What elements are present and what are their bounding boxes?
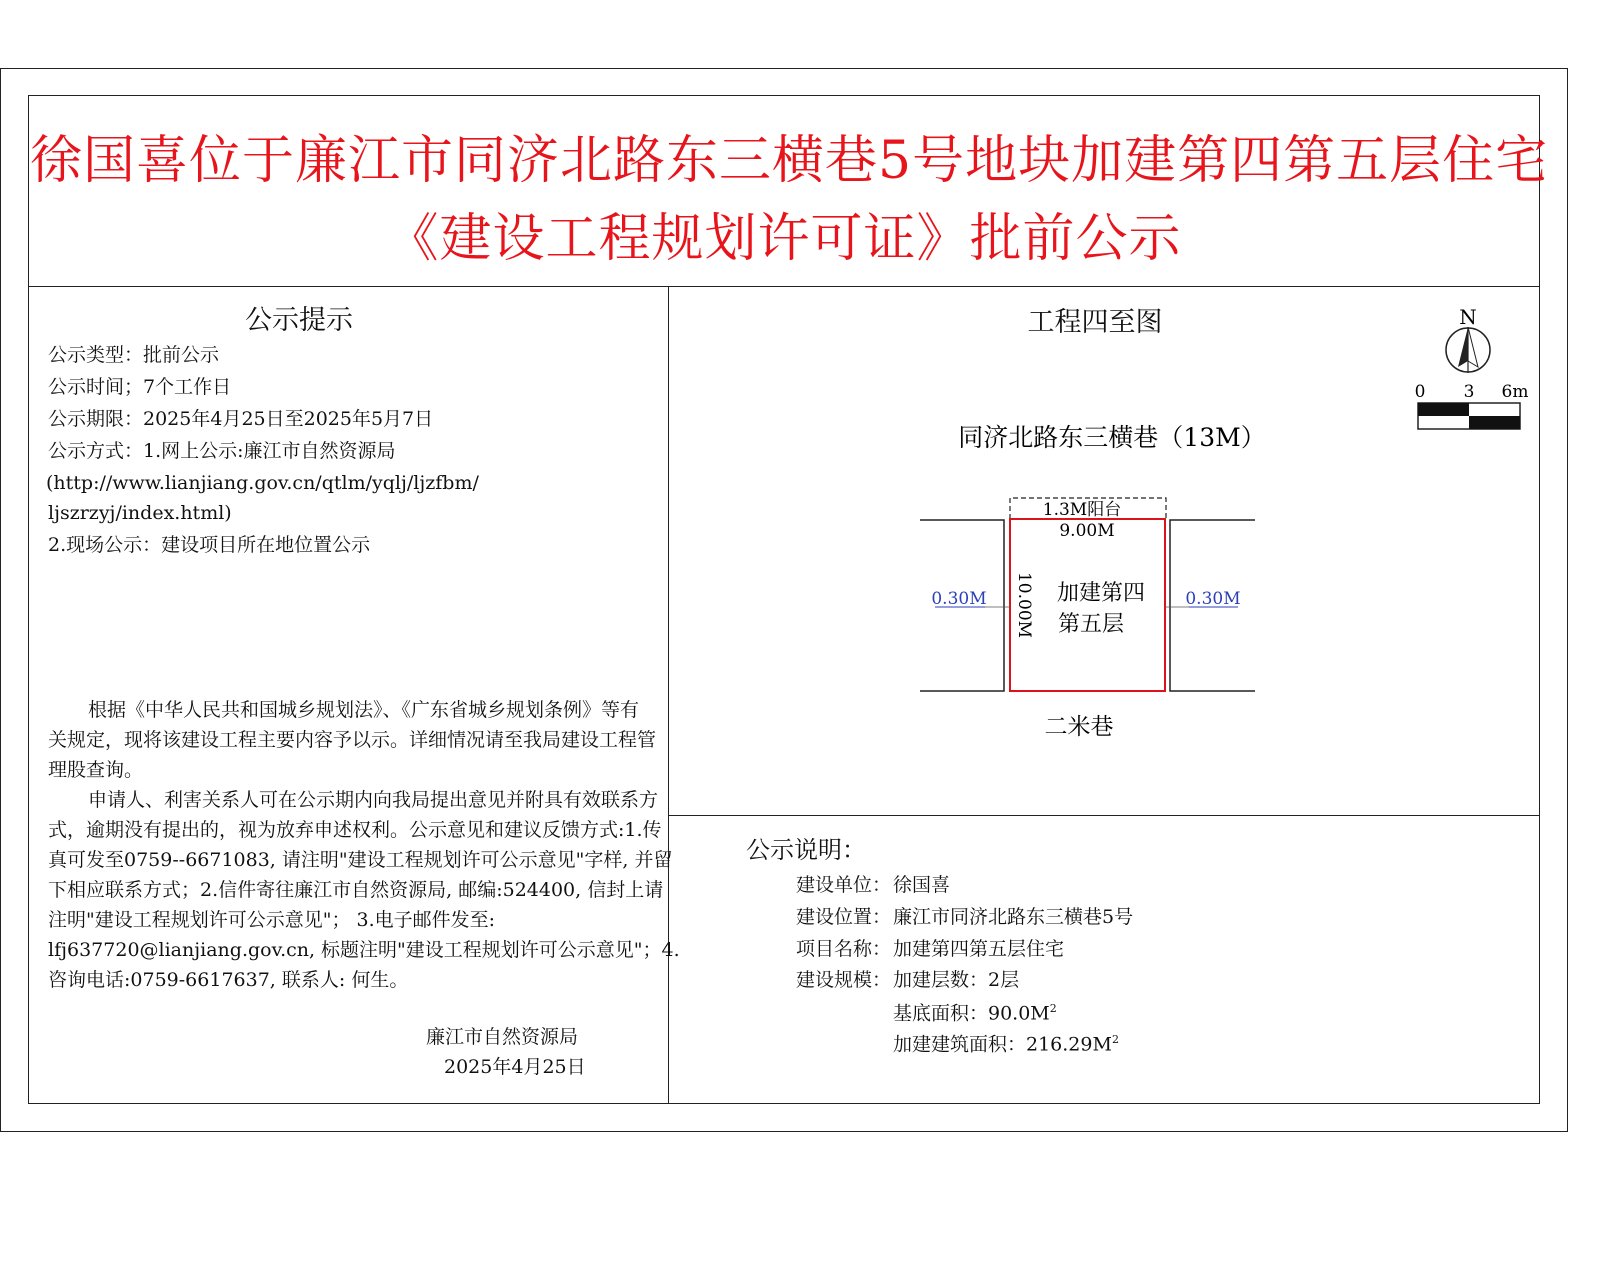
base-area-text: 基底面积：90.0M bbox=[893, 1002, 1050, 1025]
notice-time: 公示时间；7个工作日 bbox=[48, 376, 232, 398]
para1-line1: 根据《中华人民共和国城乡规划法》、《广东省城乡规划条例》等有 bbox=[88, 699, 640, 721]
floor-area-value bbox=[893, 1034, 1119, 1054]
left-gap-dimension: 0.30M bbox=[931, 589, 987, 609]
right-gap-dimension: 0.30M bbox=[1185, 589, 1241, 609]
notice-url-line1: (http://www.lianjiang.gov.cn/qtlm/yqlj/ljzfbm/ bbox=[46, 472, 479, 494]
scale-6: 6m bbox=[1501, 382, 1529, 402]
base-area-sup: 2 bbox=[1049, 1002, 1057, 1015]
depth-dimension: 10.00M bbox=[1014, 571, 1034, 639]
road-south-label: 二米巷 bbox=[1044, 714, 1114, 740]
location-value: 廉江市同济北路东三横巷5号 bbox=[893, 906, 1134, 928]
width-dimension: 9.00M bbox=[1059, 521, 1115, 541]
project-label: 项目名称： bbox=[796, 938, 892, 960]
north-arrow-icon bbox=[1446, 327, 1490, 373]
scale-0: 0 bbox=[1414, 382, 1426, 402]
notice-period: 公示期限：2025年4月25日至2025年5月7日 bbox=[48, 408, 434, 430]
scale-3: 3 bbox=[1463, 382, 1475, 402]
base-area-value bbox=[893, 1003, 1057, 1023]
notice-onsite: 2.现场公示：建设项目所在地位置公示 bbox=[48, 534, 371, 556]
floors-value: 加建层数：2层 bbox=[893, 969, 1020, 991]
page-title-line1: 徐国喜位于廉江市同济北路东三横巷5号地块加建第四第五层住宅 bbox=[30, 131, 1549, 191]
para2-line7: 咨询电话:0759-6617637, 联系人: 何生。 bbox=[48, 969, 409, 991]
para2-line1: 申请人、利害关系人可在公示期内向我局提出意见并附具有效联系方 bbox=[88, 789, 659, 811]
notice-type: 公示类型：批前公示 bbox=[48, 344, 220, 366]
para2-line3: 真可发至0759--6671083, 请注明"建设工程规划许可公示意见"字样, 并留 bbox=[48, 849, 673, 871]
location-label: 建设位置： bbox=[796, 906, 892, 928]
road-north-label: 同济北路东三横巷（13M） bbox=[958, 423, 1266, 452]
balcony-label: 1.3M阳台 bbox=[1042, 500, 1122, 520]
notice-method: 公示方式：1.网上公示:廉江市自然资源局 bbox=[48, 440, 396, 462]
site-map bbox=[669, 287, 1539, 815]
building-label-line2: 第五层 bbox=[1057, 612, 1125, 637]
para2-line5: 注明"建设工程规划许可公示意见"； 3.电子邮件发至: bbox=[48, 909, 496, 931]
north-label: N bbox=[1459, 305, 1477, 329]
scale-bar bbox=[1418, 403, 1520, 429]
para2-line2: 式，逾期没有提出的，视为放弃申述权利。公示意见和建议反馈方式:1.传 bbox=[48, 819, 662, 841]
issue-date: 2025年4月25日 bbox=[444, 1056, 586, 1078]
unit-value: 徐国喜 bbox=[893, 874, 951, 896]
notice-heading: 公示提示 bbox=[245, 305, 353, 336]
explain-heading: 公示说明： bbox=[746, 836, 866, 864]
para1-line3: 理股查询。 bbox=[48, 759, 144, 781]
page-title-line2: 《建设工程规划许可证》批前公示 bbox=[386, 209, 1182, 269]
para1-line2: 关规定，现将该建设工程主要内容予以示。详细情况请至我局建设工程管 bbox=[48, 729, 657, 751]
floor-area-sup: 2 bbox=[1111, 1033, 1119, 1046]
project-value: 加建第四第五层住宅 bbox=[893, 938, 1065, 960]
notice-url-line2: ljszrzyj/index.html) bbox=[48, 502, 232, 524]
scale-label: 建设规模： bbox=[796, 969, 892, 991]
floor-area-text: 加建建筑面积：216.29M bbox=[893, 1033, 1112, 1056]
map-divider bbox=[669, 815, 1539, 816]
para2-line6: lfj637720@lianjiang.gov.cn, 标题注明"建设工程规划许可公示意见"；4. bbox=[48, 939, 680, 961]
map-heading: 工程四至图 bbox=[1027, 307, 1163, 338]
issuer: 廉江市自然资源局 bbox=[426, 1026, 579, 1048]
para2-line4: 下相应联系方式；2.信件寄往廉江市自然资源局, 邮编:524400, 信封上请 bbox=[48, 879, 664, 901]
unit-label: 建设单位： bbox=[796, 874, 892, 896]
building-label-line1: 加建第四 bbox=[1056, 581, 1146, 606]
